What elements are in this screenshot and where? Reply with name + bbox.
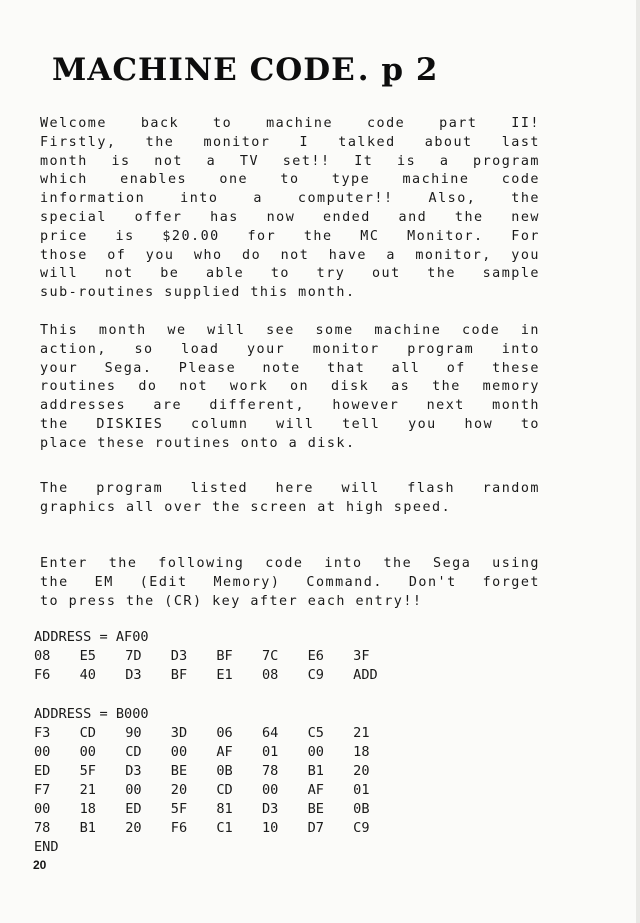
hex-byte: 20 bbox=[170, 782, 188, 798]
hex-byte: C9 bbox=[307, 667, 324, 683]
address-line: ADDRESS = AF00 bbox=[34, 629, 149, 645]
hex-byte: 10 bbox=[261, 820, 279, 836]
hex-byte: CD bbox=[125, 744, 142, 760]
paragraph-line: The program listed here will flash random bbox=[40, 481, 540, 496]
hex-byte: ADD bbox=[353, 667, 378, 683]
code-block-b000 bbox=[34, 705, 399, 838]
hex-byte: BF bbox=[170, 667, 188, 683]
hex-row bbox=[34, 666, 399, 685]
hex-byte: BE bbox=[307, 801, 324, 817]
hex-byte: C5 bbox=[307, 725, 324, 741]
action-paragraph bbox=[40, 322, 540, 454]
hex-byte: 00 bbox=[34, 744, 51, 760]
hex-byte: 18 bbox=[79, 801, 96, 817]
hex-byte: B1 bbox=[79, 820, 96, 836]
paragraph-line: special offer has now ended and the new bbox=[40, 209, 540, 225]
hex-byte: 7C bbox=[261, 648, 279, 664]
instructions-paragraph bbox=[40, 555, 540, 611]
paragraph-line: price is $20.00 for the MC Monitor. For bbox=[40, 228, 540, 244]
paragraph-line: to press the (CR) key after each entry!! bbox=[40, 593, 423, 609]
end-label: END bbox=[34, 839, 59, 855]
hex-byte: 06 bbox=[216, 725, 233, 741]
hex-byte: AF bbox=[307, 782, 324, 798]
title-part-suffix: . p 2 bbox=[357, 52, 439, 88]
paragraph-line: Firstly, the monitor I talked about last bbox=[40, 134, 540, 150]
hex-byte: F6 bbox=[170, 820, 188, 836]
hex-row bbox=[34, 819, 399, 838]
hex-byte: D3 bbox=[125, 667, 142, 683]
hex-byte: D3 bbox=[125, 763, 142, 779]
hex-row bbox=[34, 800, 399, 819]
paragraph-line: month is not a TV set!! It is a program bbox=[40, 153, 540, 169]
hex-row bbox=[34, 724, 399, 743]
hex-byte: F6 bbox=[34, 667, 51, 683]
hex-byte: 78 bbox=[261, 763, 279, 779]
paragraph-line: addresses are different, however next month bbox=[40, 398, 540, 414]
hex-byte: AF bbox=[216, 744, 233, 760]
title-main: MACHINE CODE bbox=[52, 52, 356, 88]
paragraph-line: action, so load your monitor program into bbox=[40, 341, 540, 357]
hex-byte: 18 bbox=[353, 744, 370, 760]
hex-byte: 0B bbox=[216, 763, 233, 779]
paragraph-line: place these routines onto a disk. bbox=[40, 435, 356, 451]
paragraph-line: Welcome back to machine code part II! bbox=[40, 116, 540, 131]
hex-byte: 90 bbox=[125, 725, 142, 741]
page-edge bbox=[636, 0, 640, 923]
hex-byte: BE bbox=[170, 763, 188, 779]
hex-byte: 08 bbox=[261, 667, 279, 683]
hex-byte: D3 bbox=[170, 648, 188, 664]
hex-byte: 5F bbox=[79, 763, 96, 779]
hex-byte: 7D bbox=[125, 648, 142, 664]
hex-byte: 08 bbox=[34, 648, 51, 664]
paragraph-line: those of you who do not have a monitor, you bbox=[40, 247, 540, 263]
code-block-af00 bbox=[34, 628, 399, 685]
hex-byte: 78 bbox=[34, 820, 51, 836]
paragraph-line: your Sega. Please note that all of these bbox=[40, 360, 540, 376]
intro-paragraph bbox=[40, 115, 540, 303]
hex-byte: 64 bbox=[261, 725, 279, 741]
paragraph-line: which enables one to type machine code bbox=[40, 172, 540, 188]
page-number: 20 bbox=[33, 858, 47, 872]
hex-byte: E6 bbox=[307, 648, 324, 664]
hex-byte: 20 bbox=[125, 820, 142, 836]
hex-byte: CD bbox=[216, 782, 233, 798]
paragraph-line: graphics all over the screen at high speed. bbox=[40, 499, 452, 515]
hex-byte: ED bbox=[34, 763, 51, 779]
hex-byte: 21 bbox=[353, 725, 370, 741]
hex-byte: 00 bbox=[170, 744, 188, 760]
hex-byte: 21 bbox=[79, 782, 96, 798]
hex-row bbox=[34, 647, 399, 666]
hex-byte: C1 bbox=[216, 820, 233, 836]
hex-byte: F3 bbox=[34, 725, 51, 741]
hex-row bbox=[34, 743, 399, 762]
hex-byte: B1 bbox=[307, 763, 324, 779]
hex-byte: 00 bbox=[307, 744, 324, 760]
hex-byte: BF bbox=[216, 648, 233, 664]
hex-byte: 00 bbox=[34, 801, 51, 817]
paragraph-line: information into a computer!! Also, the bbox=[40, 191, 540, 207]
hex-byte: 00 bbox=[79, 744, 96, 760]
hex-row bbox=[34, 781, 399, 800]
paragraph-line: will not be able to try out the sample bbox=[40, 266, 540, 282]
paragraph-line: routines do not work on disk as the memory bbox=[40, 379, 540, 395]
hex-byte: CD bbox=[79, 725, 96, 741]
paragraph-line: sub-routines supplied this month. bbox=[40, 285, 356, 301]
program-description-paragraph bbox=[40, 480, 540, 518]
paragraph-line: This month we will see some machine code in bbox=[40, 323, 540, 338]
hex-byte: 01 bbox=[353, 782, 370, 798]
hex-byte: 81 bbox=[216, 801, 233, 817]
hex-byte: C9 bbox=[353, 820, 370, 836]
hex-byte: F7 bbox=[34, 782, 51, 798]
hex-byte: E1 bbox=[216, 667, 233, 683]
hex-byte: E5 bbox=[79, 648, 96, 664]
hex-byte: 3F bbox=[353, 648, 370, 664]
hex-row bbox=[34, 762, 399, 781]
paragraph-line: Enter the following code into the Sega using bbox=[40, 556, 540, 571]
hex-byte: 3D bbox=[170, 725, 188, 741]
address-line: ADDRESS = B000 bbox=[34, 706, 149, 722]
page-title bbox=[52, 52, 438, 88]
hex-byte: 0B bbox=[353, 801, 370, 817]
hex-byte: 01 bbox=[261, 744, 279, 760]
paragraph-line: the EM (Edit Memory) Command. Don't forget bbox=[40, 574, 540, 590]
hex-byte: 40 bbox=[79, 667, 96, 683]
hex-byte: ED bbox=[125, 801, 142, 817]
hex-byte: 00 bbox=[125, 782, 142, 798]
hex-byte: 00 bbox=[261, 782, 279, 798]
hex-byte: D3 bbox=[261, 801, 279, 817]
code-end bbox=[34, 838, 59, 857]
hex-byte: 20 bbox=[353, 763, 370, 779]
paragraph-line: the DISKIES column will tell you how to bbox=[40, 416, 540, 432]
hex-byte: 5F bbox=[170, 801, 188, 817]
hex-byte: D7 bbox=[307, 820, 324, 836]
